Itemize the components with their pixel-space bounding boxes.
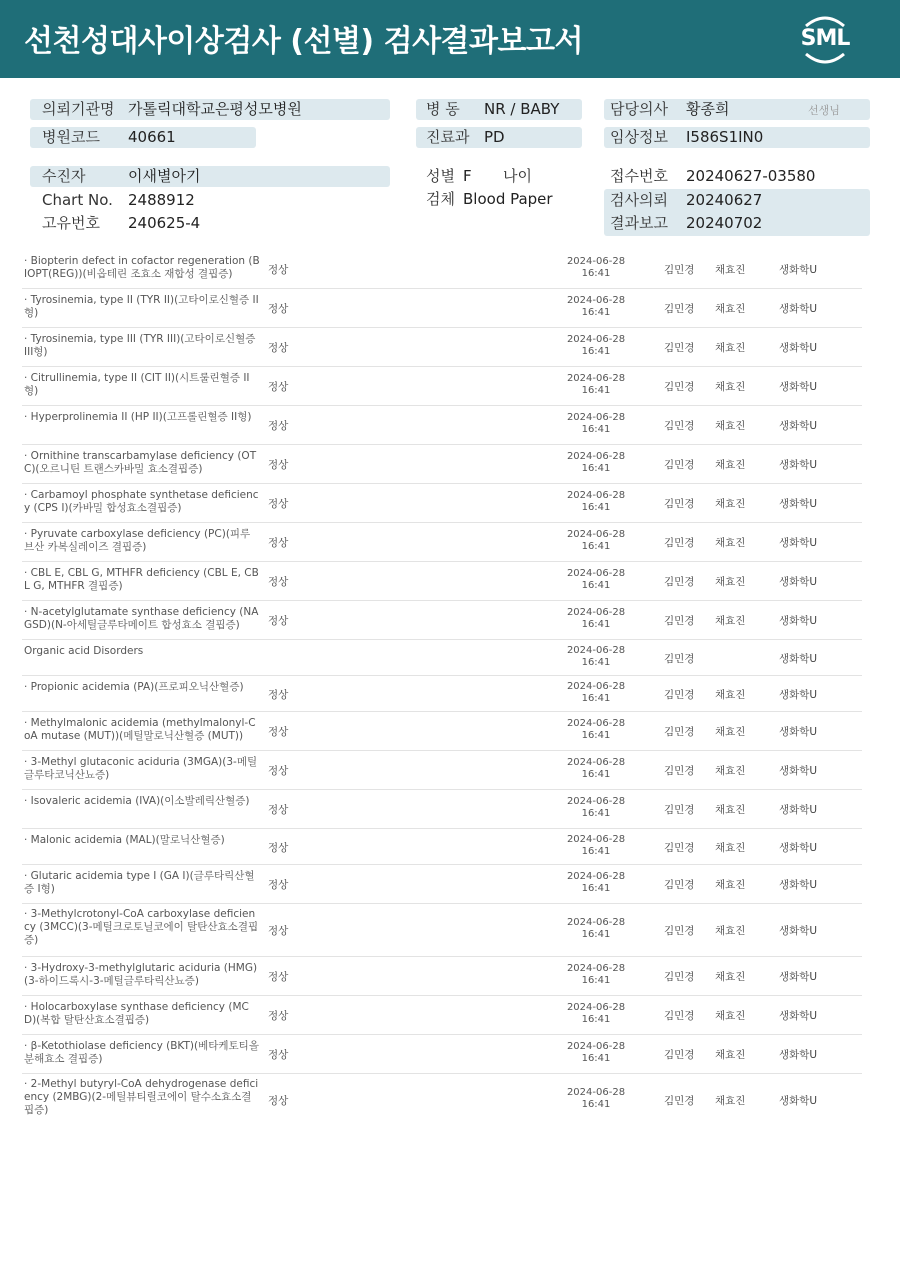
test-name: · Carbamoyl phosphate synthetase deficiency (CPS I)(카바밀 합성효소결핍증) xyxy=(24,489,259,514)
test-result: 정상 xyxy=(268,303,289,315)
report-time: 16:41 xyxy=(581,808,611,819)
ward-value: NR / BABY xyxy=(484,100,560,118)
patient-label: 수진자 xyxy=(42,167,86,185)
doctor-suffix: 선생님 xyxy=(808,104,840,117)
ward-label: 병 동 xyxy=(426,100,460,118)
table-row xyxy=(22,640,862,676)
lab-section: 생화학U xyxy=(779,498,818,510)
test-result: 정상 xyxy=(268,1095,289,1107)
table-row xyxy=(22,250,862,289)
doctor-label: 담당의사 xyxy=(610,100,668,118)
collector-name: 채효진 xyxy=(715,498,746,510)
report-date: 2024-06-28 xyxy=(566,412,626,423)
report-date: 2024-06-28 xyxy=(566,373,626,384)
collector-name: 채효진 xyxy=(715,342,746,354)
lab-section: 생화학U xyxy=(779,971,818,983)
test-name: · Tyrosinemia, type II (TYR II)(고타이로신혈증 II형) xyxy=(24,294,259,319)
report-time: 16:41 xyxy=(581,975,611,986)
examiner-name: 김민경 xyxy=(664,381,695,393)
report-time: 16:41 xyxy=(581,730,611,741)
test-name: · Malonic acidemia (MAL)(말로닉산혈증) xyxy=(24,834,225,846)
examiner-name: 김민경 xyxy=(664,264,695,276)
patient-value: 이새별아기 xyxy=(128,167,201,185)
collector-name: 채효진 xyxy=(715,804,746,816)
lab-section: 생화학U xyxy=(779,342,818,354)
table-row xyxy=(22,904,862,957)
table-row xyxy=(22,957,862,996)
sex-label: 성별 xyxy=(426,167,455,185)
test-name: · Ornithine transcarbamylase deficiency (OTC)(오르니틴 트랜스카바밀 효소결핍증) xyxy=(24,450,257,475)
report-datetime xyxy=(562,451,630,475)
report-time: 16:41 xyxy=(581,692,611,704)
report-date: 2024-06-28 xyxy=(566,718,626,729)
test-result: 정상 xyxy=(268,726,289,738)
examiner-name: 김민경 xyxy=(664,765,695,777)
test-name: · Pyruvate carboxylase deficiency (PC)(피루브산 카복실레이즈 결핍증) xyxy=(24,528,251,553)
collector-name: 채효진 xyxy=(715,264,746,276)
report-datetime xyxy=(562,412,630,436)
table-row xyxy=(22,1035,862,1074)
report-date: 2024-06-28 xyxy=(566,1087,626,1098)
report-datetime xyxy=(562,529,630,553)
table-row xyxy=(22,367,862,406)
table-row xyxy=(22,996,862,1035)
report-time: 16:41 xyxy=(581,1099,611,1110)
report-date: 2024-06-28 xyxy=(566,256,626,267)
report-datetime xyxy=(562,256,630,280)
collector-name: 채효진 xyxy=(715,420,746,432)
table-row xyxy=(22,601,862,640)
report-date: 2024-06-28 xyxy=(566,757,626,768)
table-row xyxy=(22,562,862,601)
report-datetime xyxy=(562,796,630,820)
lab-section: 생화학U xyxy=(779,652,818,665)
test-name: · Glutaric acidemia type I (GA I)(글루타릭산혈증 I형) xyxy=(24,870,255,895)
report-date: 2024-06-28 xyxy=(566,607,626,618)
test-result: 정상 xyxy=(268,615,289,627)
report-time: 16:41 xyxy=(581,656,611,668)
test-name: · Propionic acidemia (PA)(프로피오닉산혈증) xyxy=(24,681,244,693)
report-datetime xyxy=(562,645,630,669)
report-time: 16:41 xyxy=(581,346,611,357)
report-datetime xyxy=(562,917,630,941)
lab-section: 생화학U xyxy=(779,615,818,627)
test-name: · 3-Methylcrotonyl-CoA carboxylase deficiency (3MCC)(3-메틸크로토닐코에이 탈탄산효소결핍증) xyxy=(24,908,259,946)
test-name: · CBL E, CBL G, MTHFR deficiency (CBL E, CBL G, MTHFR 결핍증) xyxy=(24,567,259,592)
lab-section: 생화학U xyxy=(779,688,818,701)
table-row xyxy=(22,1074,862,1126)
logo-text: SML xyxy=(800,26,850,51)
table-row xyxy=(22,289,862,328)
examiner-name: 김민경 xyxy=(664,615,695,627)
report-time: 16:41 xyxy=(581,268,611,279)
collector-name: 채효진 xyxy=(715,841,746,854)
examiner-name: 김민경 xyxy=(664,841,695,854)
lab-section: 생화학U xyxy=(779,1010,818,1022)
report-date: 2024-06-28 xyxy=(566,490,626,501)
lab-section: 생화학U xyxy=(779,879,818,891)
examiner-name: 김민경 xyxy=(664,537,695,549)
test-name: · Hyperprolinemia II (HP II)(고프롤린혈증 II형) xyxy=(24,411,252,423)
report-date-label: 결과보고 xyxy=(610,214,668,232)
examiner-name: 김민경 xyxy=(664,576,695,588)
test-result: 정상 xyxy=(268,537,289,549)
examiner-name: 김민경 xyxy=(664,726,695,738)
specimen-label: 검체 xyxy=(426,190,455,208)
report-time: 16:41 xyxy=(581,463,611,474)
test-result: 정상 xyxy=(268,971,289,983)
report-header xyxy=(0,0,900,78)
test-result: 정상 xyxy=(268,342,289,354)
request-value: 20240627 xyxy=(686,191,763,209)
report-date: 2024-06-28 xyxy=(566,796,626,807)
collector-name: 채효진 xyxy=(715,688,746,701)
test-result: 정상 xyxy=(268,420,289,432)
report-datetime xyxy=(562,963,630,987)
test-name: · N-acetylglutamate synthase deficiency (NAGSD)(N-아세틸글루타메이트 합성효소 결핍증) xyxy=(24,606,259,631)
unique-label: 고유번호 xyxy=(42,214,100,232)
lab-section: 생화학U xyxy=(779,303,818,315)
collector-name: 채효진 xyxy=(715,765,746,777)
table-row xyxy=(22,328,862,367)
report-datetime xyxy=(562,871,630,895)
collector-name: 채효진 xyxy=(715,615,746,627)
collector-name: 채효진 xyxy=(715,381,746,393)
hospital-code-label: 병원코드 xyxy=(42,128,100,146)
test-result: 정상 xyxy=(268,688,289,701)
lab-section: 생화학U xyxy=(779,420,818,432)
test-name: · Holocarboxylase synthase deficiency (MCD)(복합 탈탄산효소결핍증) xyxy=(24,1001,249,1026)
report-time: 16:41 xyxy=(581,883,611,894)
report-date: 2024-06-28 xyxy=(566,295,626,306)
report-datetime xyxy=(562,295,630,319)
referring-org-value: 가톨릭대학교은평성모병원 xyxy=(128,100,302,118)
collector-name: 채효진 xyxy=(715,303,746,315)
test-result: 정상 xyxy=(268,879,289,891)
report-time: 16:41 xyxy=(581,424,611,435)
test-name: · Citrullinemia, type II (CIT II)(시트룰린혈증 II형) xyxy=(24,372,250,397)
report-datetime xyxy=(562,334,630,358)
test-result: 정상 xyxy=(268,841,289,854)
examiner-name: 김민경 xyxy=(664,342,695,354)
report-datetime xyxy=(562,718,630,742)
sex-value: F xyxy=(463,167,472,185)
report-date: 2024-06-28 xyxy=(566,1002,626,1013)
examiner-name: 김민경 xyxy=(664,925,695,937)
collector-name: 채효진 xyxy=(715,576,746,588)
lab-section: 생화학U xyxy=(779,804,818,816)
lab-section: 생화학U xyxy=(779,925,818,937)
test-name: Organic acid Disorders xyxy=(24,645,144,657)
table-row xyxy=(22,523,862,562)
table-row xyxy=(22,445,862,484)
age-label: 나이 xyxy=(503,167,532,185)
report-time: 16:41 xyxy=(581,385,611,396)
report-date: 2024-06-28 xyxy=(566,917,626,928)
report-date: 2024-06-28 xyxy=(566,529,626,540)
report-datetime xyxy=(562,568,630,592)
report-date: 2024-06-28 xyxy=(566,451,626,462)
collector-name: 채효진 xyxy=(715,971,746,983)
referring-org-label: 의뢰기관명 xyxy=(42,100,115,118)
report-time: 16:41 xyxy=(581,502,611,513)
report-title: 선천성대사이상검사 (선별) 검사결과보고서 xyxy=(24,24,583,59)
request-label: 검사의뢰 xyxy=(610,191,668,209)
report-date: 2024-06-28 xyxy=(566,1041,626,1052)
test-result: 정상 xyxy=(268,765,289,777)
report-datetime xyxy=(562,834,630,858)
report-date: 2024-06-28 xyxy=(566,871,626,882)
specimen-value: Blood Paper xyxy=(463,190,553,208)
test-name: · Biopterin defect in cofactor regeneration (BIOPT(REG))(비옵테린 조효소 재합성 결핍증) xyxy=(24,255,260,280)
table-row xyxy=(22,484,862,523)
report-date-value: 20240702 xyxy=(686,214,763,232)
lab-section: 생화학U xyxy=(779,1095,818,1107)
examiner-name: 김민경 xyxy=(664,804,695,816)
report-date: 2024-06-28 xyxy=(566,963,626,974)
report-time: 16:41 xyxy=(581,541,611,552)
test-result: 정상 xyxy=(268,576,289,588)
test-name: · β-Ketothiolase deficiency (BKT)(베타케토티올 분해효소 결핍증) xyxy=(24,1040,259,1065)
report-datetime xyxy=(562,681,630,705)
examiner-name: 김민경 xyxy=(664,879,695,891)
report-date: 2024-06-28 xyxy=(566,833,626,845)
report-time: 16:41 xyxy=(581,1053,611,1064)
collector-name: 채효진 xyxy=(715,726,746,738)
report-datetime xyxy=(562,373,630,397)
collector-name: 채효진 xyxy=(715,1010,746,1022)
collector-name: 채효진 xyxy=(715,925,746,937)
lab-section: 생화학U xyxy=(779,765,818,777)
chart-label: Chart No. xyxy=(42,191,113,209)
report-time: 16:41 xyxy=(581,929,611,940)
lab-section: 생화학U xyxy=(779,576,818,588)
table-row xyxy=(22,406,862,445)
hospital-code-value: 40661 xyxy=(128,128,176,146)
table-row xyxy=(22,790,862,829)
table-row xyxy=(22,751,862,790)
report-time: 16:41 xyxy=(581,769,611,780)
report-datetime xyxy=(562,757,630,781)
lab-section: 생화학U xyxy=(779,726,818,738)
examiner-name: 김민경 xyxy=(664,1095,695,1107)
lab-section: 생화학U xyxy=(779,459,818,471)
test-result: 정상 xyxy=(268,381,289,393)
receipt-value: 20240627-03580 xyxy=(686,167,816,185)
chart-value: 2488912 xyxy=(128,191,195,209)
receipt-label: 접수번호 xyxy=(610,167,668,185)
clinical-label: 임상정보 xyxy=(610,128,668,146)
examiner-name: 김민경 xyxy=(664,1049,695,1061)
table-row xyxy=(22,712,862,751)
lab-section: 생화학U xyxy=(779,841,818,854)
report-time: 16:41 xyxy=(581,307,611,318)
table-row xyxy=(22,829,862,865)
lab-section: 생화학U xyxy=(779,537,818,549)
collector-name: 채효진 xyxy=(715,879,746,891)
report-date: 2024-06-28 xyxy=(566,334,626,345)
sml-logo xyxy=(796,12,854,66)
test-result: 정상 xyxy=(268,1049,289,1061)
report-date: 2024-06-28 xyxy=(566,568,626,579)
collector-name: 채효진 xyxy=(715,537,746,549)
examiner-name: 김민경 xyxy=(664,459,695,471)
examiner-name: 김민경 xyxy=(664,420,695,432)
report-datetime xyxy=(562,490,630,514)
report-datetime xyxy=(562,1041,630,1065)
report-time: 16:41 xyxy=(581,619,611,630)
report-time: 16:41 xyxy=(581,1014,611,1025)
doctor-value: 황종희 xyxy=(686,100,730,118)
dept-label: 진료과 xyxy=(426,128,470,146)
table-row xyxy=(22,865,862,904)
examiner-name: 김민경 xyxy=(664,1010,695,1022)
report-date: 2024-06-28 xyxy=(566,644,626,656)
report-date: 2024-06-28 xyxy=(566,680,626,692)
dept-value: PD xyxy=(484,128,505,146)
collector-name: 채효진 xyxy=(715,1049,746,1061)
test-result: 정상 xyxy=(268,804,289,816)
test-name: · 2-Methyl butyryl-CoA dehydrogenase deficiency (2MBG)(2-메틸뷰티릴코에이 탈수소효소결핍증) xyxy=(24,1078,259,1116)
report-time: 16:41 xyxy=(581,580,611,591)
test-result: 정상 xyxy=(268,498,289,510)
examiner-name: 김민경 xyxy=(664,498,695,510)
report-datetime xyxy=(562,607,630,631)
test-name: · Methylmalonic acidemia (methylmalonyl-CoA mutase (MUT))(메틸말로닉산혈증 (MUT)) xyxy=(24,717,256,742)
report-datetime xyxy=(562,1087,630,1111)
examiner-name: 김민경 xyxy=(664,688,695,701)
examiner-name: 김민경 xyxy=(664,652,695,665)
test-result: 정상 xyxy=(268,459,289,471)
report-time: 16:41 xyxy=(581,845,611,857)
results-table xyxy=(22,250,862,1126)
collector-name: 채효진 xyxy=(715,1095,746,1107)
test-name: · Tyrosinemia, type III (TYR III)(고타이로신혈증 III형) xyxy=(24,333,256,358)
test-result: 정상 xyxy=(268,925,289,937)
test-name: · 3-Methyl glutaconic aciduria (3MGA)(3-메틸글루타코닉산뇨증) xyxy=(24,756,258,781)
collector-name: 채효진 xyxy=(715,459,746,471)
lab-section: 생화학U xyxy=(779,264,818,276)
examiner-name: 김민경 xyxy=(664,971,695,983)
test-result: 정상 xyxy=(268,264,289,276)
lab-section: 생화학U xyxy=(779,1049,818,1061)
lab-section: 생화학U xyxy=(779,381,818,393)
examiner-name: 김민경 xyxy=(664,303,695,315)
test-name: · Isovaleric acidemia (IVA)(이소발레릭산혈증) xyxy=(24,795,250,807)
table-row xyxy=(22,676,862,712)
report-datetime xyxy=(562,1002,630,1026)
test-name: · 3-Hydroxy-3-methylglutaric aciduria (HMG)(3-하이드록시-3-메틸글루타릭산뇨증) xyxy=(24,962,258,987)
clinical-value: I586S1IN0 xyxy=(686,128,764,146)
unique-value: 240625-4 xyxy=(128,214,201,232)
test-result: 정상 xyxy=(268,1010,289,1022)
